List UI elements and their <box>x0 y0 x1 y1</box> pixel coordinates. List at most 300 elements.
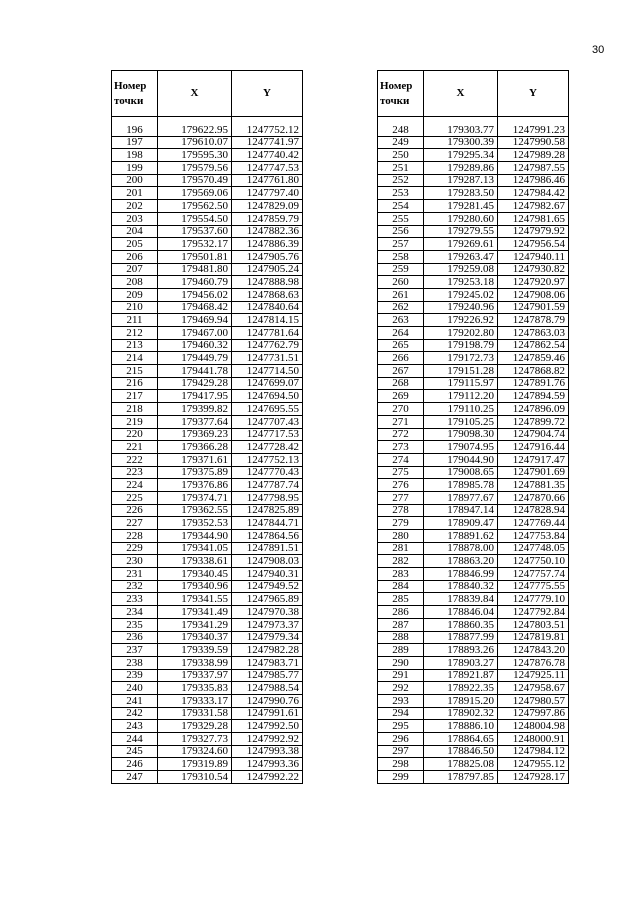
x-cell: 179376.86 <box>158 479 232 492</box>
table-row <box>112 771 303 784</box>
point-number-cell: 288 <box>378 631 424 644</box>
x-cell: 179362.55 <box>158 504 232 517</box>
y-cell: 1247761.80 <box>232 174 303 187</box>
y-cell: 1247864.56 <box>232 530 303 543</box>
y-cell: 1247901.59 <box>498 301 569 314</box>
x-cell: 178863.20 <box>424 555 498 568</box>
y-cell: 1247769.44 <box>498 517 569 530</box>
x-cell: 179369.23 <box>158 428 232 441</box>
x-cell: 179151.28 <box>424 365 498 378</box>
x-cell: 179105.25 <box>424 415 498 428</box>
x-cell: 178846.99 <box>424 568 498 581</box>
point-number-cell: 294 <box>378 707 424 720</box>
table-row <box>112 694 303 707</box>
table-row <box>378 669 569 682</box>
table-row <box>378 479 569 492</box>
x-cell: 178893.26 <box>424 644 498 657</box>
point-number-cell: 220 <box>112 428 158 441</box>
x-cell: 179344.90 <box>158 530 232 543</box>
point-number-cell: 287 <box>378 618 424 631</box>
spacer-cell <box>424 117 498 125</box>
table-row <box>112 327 303 340</box>
x-cell: 179110.25 <box>424 403 498 416</box>
y-cell: 1247992.22 <box>232 771 303 784</box>
table-row <box>112 530 303 543</box>
point-number-cell: 279 <box>378 517 424 530</box>
y-cell: 1247928.17 <box>498 771 569 784</box>
point-number-cell: 267 <box>378 365 424 378</box>
x-cell: 178985.78 <box>424 479 498 492</box>
y-cell: 1247787.74 <box>232 479 303 492</box>
x-cell: 179202.80 <box>424 327 498 340</box>
y-cell: 1247908.06 <box>498 288 569 301</box>
x-cell: 179341.55 <box>158 593 232 606</box>
point-number-cell: 273 <box>378 441 424 454</box>
coordinates-table-left <box>111 70 303 784</box>
table-row <box>112 720 303 733</box>
y-cell: 1247908.03 <box>232 555 303 568</box>
table-row <box>378 453 569 466</box>
x-cell: 179324.60 <box>158 745 232 758</box>
x-cell: 179327.73 <box>158 733 232 746</box>
point-number-cell: 206 <box>112 250 158 263</box>
point-number-cell: 274 <box>378 453 424 466</box>
y-cell: 1247992.50 <box>232 720 303 733</box>
x-cell: 179338.61 <box>158 555 232 568</box>
y-cell: 1247940.31 <box>232 568 303 581</box>
table-row <box>112 149 303 162</box>
x-cell: 178860.35 <box>424 618 498 631</box>
table-row <box>378 136 569 149</box>
x-cell: 178903.27 <box>424 656 498 669</box>
spacer-cell <box>158 117 232 125</box>
table-row <box>112 682 303 695</box>
table-row <box>112 593 303 606</box>
header-y: Y <box>498 71 569 117</box>
point-number-cell: 242 <box>112 707 158 720</box>
x-cell: 178915.20 <box>424 694 498 707</box>
y-cell: 1247981.65 <box>498 212 569 225</box>
table-row <box>378 694 569 707</box>
point-number-cell: 255 <box>378 212 424 225</box>
x-cell: 179331.58 <box>158 707 232 720</box>
point-number-cell: 257 <box>378 238 424 251</box>
table-row <box>378 606 569 619</box>
table-row <box>112 136 303 149</box>
x-cell: 179172.73 <box>424 352 498 365</box>
y-cell: 1247740.42 <box>232 149 303 162</box>
y-cell: 1247752.12 <box>232 124 303 136</box>
table-row <box>112 618 303 631</box>
point-number-cell: 293 <box>378 694 424 707</box>
x-cell: 179341.29 <box>158 618 232 631</box>
y-cell: 1247970.38 <box>232 606 303 619</box>
x-cell: 179417.95 <box>158 390 232 403</box>
point-number-cell: 285 <box>378 593 424 606</box>
table-row <box>112 517 303 530</box>
y-cell: 1247757.74 <box>498 568 569 581</box>
y-cell: 1247825.89 <box>232 504 303 517</box>
y-cell: 1247753.84 <box>498 530 569 543</box>
table-row <box>378 771 569 784</box>
table-row <box>112 162 303 175</box>
point-number-cell: 202 <box>112 200 158 213</box>
point-number-cell: 299 <box>378 771 424 784</box>
y-cell: 1247741.97 <box>232 136 303 149</box>
table-row <box>378 733 569 746</box>
table-row <box>112 314 303 327</box>
table-row <box>112 276 303 289</box>
point-number-cell: 268 <box>378 377 424 390</box>
y-cell: 1247750.10 <box>498 555 569 568</box>
point-number-cell: 205 <box>112 238 158 251</box>
table-row <box>378 200 569 213</box>
y-cell: 1247694.50 <box>232 390 303 403</box>
table-row <box>112 124 303 136</box>
table-row <box>112 339 303 352</box>
y-cell: 1247997.86 <box>498 707 569 720</box>
point-number-cell: 209 <box>112 288 158 301</box>
table-row <box>378 365 569 378</box>
x-cell: 178921.87 <box>424 669 498 682</box>
table-row <box>378 288 569 301</box>
y-cell: 1247891.76 <box>498 377 569 390</box>
table-row <box>112 669 303 682</box>
table-row <box>378 276 569 289</box>
y-cell: 1247980.57 <box>498 694 569 707</box>
x-cell: 179340.45 <box>158 568 232 581</box>
point-number-cell: 250 <box>378 149 424 162</box>
x-cell: 178909.47 <box>424 517 498 530</box>
y-cell: 1247905.76 <box>232 250 303 263</box>
x-cell: 179295.34 <box>424 149 498 162</box>
point-number-cell: 291 <box>378 669 424 682</box>
x-cell: 179245.02 <box>424 288 498 301</box>
table-row <box>112 377 303 390</box>
x-cell: 178839.84 <box>424 593 498 606</box>
table-row <box>112 504 303 517</box>
y-cell: 1247843.20 <box>498 644 569 657</box>
spacer-cell <box>378 117 424 125</box>
x-cell: 179460.79 <box>158 276 232 289</box>
y-cell: 1247803.51 <box>498 618 569 631</box>
point-number-cell: 244 <box>112 733 158 746</box>
table-row <box>378 720 569 733</box>
x-cell: 179460.32 <box>158 339 232 352</box>
y-cell: 1247982.67 <box>498 200 569 213</box>
x-cell: 179338.99 <box>158 656 232 669</box>
point-number-cell: 207 <box>112 263 158 276</box>
table-row <box>378 174 569 187</box>
x-cell: 179198.79 <box>424 339 498 352</box>
point-number-cell: 230 <box>112 555 158 568</box>
y-cell: 1247992.92 <box>232 733 303 746</box>
table-row <box>378 390 569 403</box>
table-row <box>378 377 569 390</box>
table-spacer-row <box>378 117 569 125</box>
x-cell: 179300.39 <box>424 136 498 149</box>
x-cell: 179441.78 <box>158 365 232 378</box>
table-row <box>378 568 569 581</box>
y-cell: 1247876.78 <box>498 656 569 669</box>
table-row <box>112 288 303 301</box>
table-header-row <box>378 71 569 117</box>
x-cell: 178902.32 <box>424 707 498 720</box>
y-cell: 1247990.76 <box>232 694 303 707</box>
table-row <box>378 758 569 771</box>
x-cell: 179610.07 <box>158 136 232 149</box>
x-cell: 179333.17 <box>158 694 232 707</box>
x-cell: 179579.56 <box>158 162 232 175</box>
y-cell: 1247870.66 <box>498 491 569 504</box>
x-cell: 179537.60 <box>158 225 232 238</box>
point-number-cell: 252 <box>378 174 424 187</box>
x-cell: 179335.83 <box>158 682 232 695</box>
point-number-cell: 261 <box>378 288 424 301</box>
x-cell: 179329.28 <box>158 720 232 733</box>
point-number-cell: 199 <box>112 162 158 175</box>
y-cell: 1247699.07 <box>232 377 303 390</box>
y-cell: 1247930.82 <box>498 263 569 276</box>
table-row <box>378 327 569 340</box>
x-cell: 179289.86 <box>424 162 498 175</box>
x-cell: 178922.35 <box>424 682 498 695</box>
x-cell: 179337.97 <box>158 669 232 682</box>
y-cell: 1247899.72 <box>498 415 569 428</box>
coordinates-table-right <box>377 70 569 784</box>
point-number-cell: 213 <box>112 339 158 352</box>
point-number-cell: 295 <box>378 720 424 733</box>
y-cell: 1247798.95 <box>232 491 303 504</box>
point-number-cell: 227 <box>112 517 158 530</box>
y-cell: 1247714.50 <box>232 365 303 378</box>
point-number-cell: 234 <box>112 606 158 619</box>
point-number-cell: 251 <box>378 162 424 175</box>
x-cell: 179449.79 <box>158 352 232 365</box>
table-row <box>378 314 569 327</box>
spacer-cell <box>232 117 303 125</box>
point-number-cell: 296 <box>378 733 424 746</box>
x-cell: 179310.54 <box>158 771 232 784</box>
y-cell: 1247989.28 <box>498 149 569 162</box>
y-cell: 1247920.97 <box>498 276 569 289</box>
point-number-cell: 290 <box>378 656 424 669</box>
x-cell: 179467.00 <box>158 327 232 340</box>
point-number-cell: 222 <box>112 453 158 466</box>
point-number-cell: 221 <box>112 441 158 454</box>
table-row <box>378 403 569 416</box>
x-cell: 179469.94 <box>158 314 232 327</box>
point-number-cell: 212 <box>112 327 158 340</box>
table-row <box>112 631 303 644</box>
x-cell: 179303.77 <box>424 124 498 136</box>
point-number-cell: 276 <box>378 479 424 492</box>
x-cell: 178886.10 <box>424 720 498 733</box>
table-row <box>378 580 569 593</box>
table-row <box>112 466 303 479</box>
point-number-cell: 283 <box>378 568 424 581</box>
y-cell: 1247747.53 <box>232 162 303 175</box>
y-cell: 1247956.54 <box>498 238 569 251</box>
point-number-cell: 272 <box>378 428 424 441</box>
y-cell: 1247844.71 <box>232 517 303 530</box>
y-cell: 1247881.35 <box>498 479 569 492</box>
y-cell: 1247886.39 <box>232 238 303 251</box>
table-row <box>112 250 303 263</box>
table-row <box>378 530 569 543</box>
y-cell: 1247731.51 <box>232 352 303 365</box>
point-number-cell: 248 <box>378 124 424 136</box>
x-cell: 179044.90 <box>424 453 498 466</box>
y-cell: 1247878.79 <box>498 314 569 327</box>
y-cell: 1247814.15 <box>232 314 303 327</box>
point-number-cell: 226 <box>112 504 158 517</box>
table-row <box>378 238 569 251</box>
x-cell: 178797.85 <box>424 771 498 784</box>
y-cell: 1247990.58 <box>498 136 569 149</box>
table-row <box>378 593 569 606</box>
header-x: X <box>424 71 498 117</box>
x-cell: 179283.50 <box>424 187 498 200</box>
x-cell: 178846.50 <box>424 745 498 758</box>
y-cell: 1247955.12 <box>498 758 569 771</box>
table-row <box>112 200 303 213</box>
point-number-cell: 232 <box>112 580 158 593</box>
point-number-cell: 264 <box>378 327 424 340</box>
point-number-cell: 236 <box>112 631 158 644</box>
table-body <box>378 117 569 784</box>
point-number-cell: 253 <box>378 187 424 200</box>
y-cell: 1247819.81 <box>498 631 569 644</box>
y-cell: 1247993.36 <box>232 758 303 771</box>
x-cell: 179341.05 <box>158 542 232 555</box>
table-row <box>378 466 569 479</box>
x-cell: 179569.06 <box>158 187 232 200</box>
x-cell: 179112.20 <box>424 390 498 403</box>
table-row <box>112 301 303 314</box>
point-number-cell: 260 <box>378 276 424 289</box>
table-row <box>378 415 569 428</box>
y-cell: 1247728.42 <box>232 441 303 454</box>
point-number-cell: 256 <box>378 225 424 238</box>
y-cell: 1247781.64 <box>232 327 303 340</box>
point-number-cell: 237 <box>112 644 158 657</box>
table-row <box>378 555 569 568</box>
point-number-cell: 231 <box>112 568 158 581</box>
table-row <box>112 580 303 593</box>
x-cell: 179008.65 <box>424 466 498 479</box>
y-cell: 1247894.59 <box>498 390 569 403</box>
table-row <box>378 631 569 644</box>
x-cell: 179340.96 <box>158 580 232 593</box>
table-row <box>378 301 569 314</box>
x-cell: 179281.45 <box>424 200 498 213</box>
x-cell: 178878.00 <box>424 542 498 555</box>
y-cell: 1247905.24 <box>232 263 303 276</box>
point-number-cell: 204 <box>112 225 158 238</box>
y-cell: 1247770.43 <box>232 466 303 479</box>
table-row <box>112 542 303 555</box>
x-cell: 178977.67 <box>424 491 498 504</box>
point-number-cell: 259 <box>378 263 424 276</box>
y-cell: 1247917.47 <box>498 453 569 466</box>
table-row <box>112 758 303 771</box>
header-x: X <box>158 71 232 117</box>
table-row <box>112 263 303 276</box>
x-cell: 179339.59 <box>158 644 232 657</box>
x-cell: 179253.18 <box>424 276 498 289</box>
point-number-cell: 258 <box>378 250 424 263</box>
y-cell: 1247695.55 <box>232 403 303 416</box>
y-cell: 1247991.23 <box>498 124 569 136</box>
y-cell: 1247762.79 <box>232 339 303 352</box>
y-cell: 1247829.09 <box>232 200 303 213</box>
y-cell: 1247859.46 <box>498 352 569 365</box>
x-cell: 179554.50 <box>158 212 232 225</box>
table-row <box>378 225 569 238</box>
x-cell: 179468.42 <box>158 301 232 314</box>
x-cell: 179481.80 <box>158 263 232 276</box>
table-row <box>112 187 303 200</box>
table-row <box>378 441 569 454</box>
point-number-cell: 240 <box>112 682 158 695</box>
point-number-cell: 196 <box>112 124 158 136</box>
point-number-cell: 210 <box>112 301 158 314</box>
table-row <box>378 339 569 352</box>
x-cell: 179279.55 <box>424 225 498 238</box>
table-row <box>378 352 569 365</box>
y-cell: 1247916.44 <box>498 441 569 454</box>
x-cell: 179429.28 <box>158 377 232 390</box>
table-row <box>112 606 303 619</box>
point-number-cell: 201 <box>112 187 158 200</box>
y-cell: 1247985.77 <box>232 669 303 682</box>
table-row <box>112 733 303 746</box>
y-cell: 1247868.82 <box>498 365 569 378</box>
point-number-cell: 282 <box>378 555 424 568</box>
x-cell: 179352.53 <box>158 517 232 530</box>
spacer-cell <box>498 117 569 125</box>
point-number-cell: 203 <box>112 212 158 225</box>
y-cell: 1247896.09 <box>498 403 569 416</box>
table-row <box>378 682 569 695</box>
y-cell: 1247993.38 <box>232 745 303 758</box>
table-row <box>378 187 569 200</box>
table-row <box>378 707 569 720</box>
y-cell: 1247973.37 <box>232 618 303 631</box>
table-row <box>112 238 303 251</box>
y-cell: 1247988.54 <box>232 682 303 695</box>
y-cell: 1247965.89 <box>232 593 303 606</box>
point-number-cell: 208 <box>112 276 158 289</box>
table-row <box>112 453 303 466</box>
table-row <box>112 568 303 581</box>
table-header-row <box>112 71 303 117</box>
x-cell: 179595.30 <box>158 149 232 162</box>
table-row <box>112 365 303 378</box>
header-point-number: Номер точки <box>378 71 424 117</box>
x-cell: 178864.65 <box>424 733 498 746</box>
y-cell: 1247863.03 <box>498 327 569 340</box>
y-cell: 1247986.46 <box>498 174 569 187</box>
point-number-cell: 254 <box>378 200 424 213</box>
y-cell: 1247792.84 <box>498 606 569 619</box>
table-row <box>378 491 569 504</box>
point-number-cell: 284 <box>378 580 424 593</box>
table-row <box>112 352 303 365</box>
y-cell: 1247862.54 <box>498 339 569 352</box>
point-number-cell: 270 <box>378 403 424 416</box>
